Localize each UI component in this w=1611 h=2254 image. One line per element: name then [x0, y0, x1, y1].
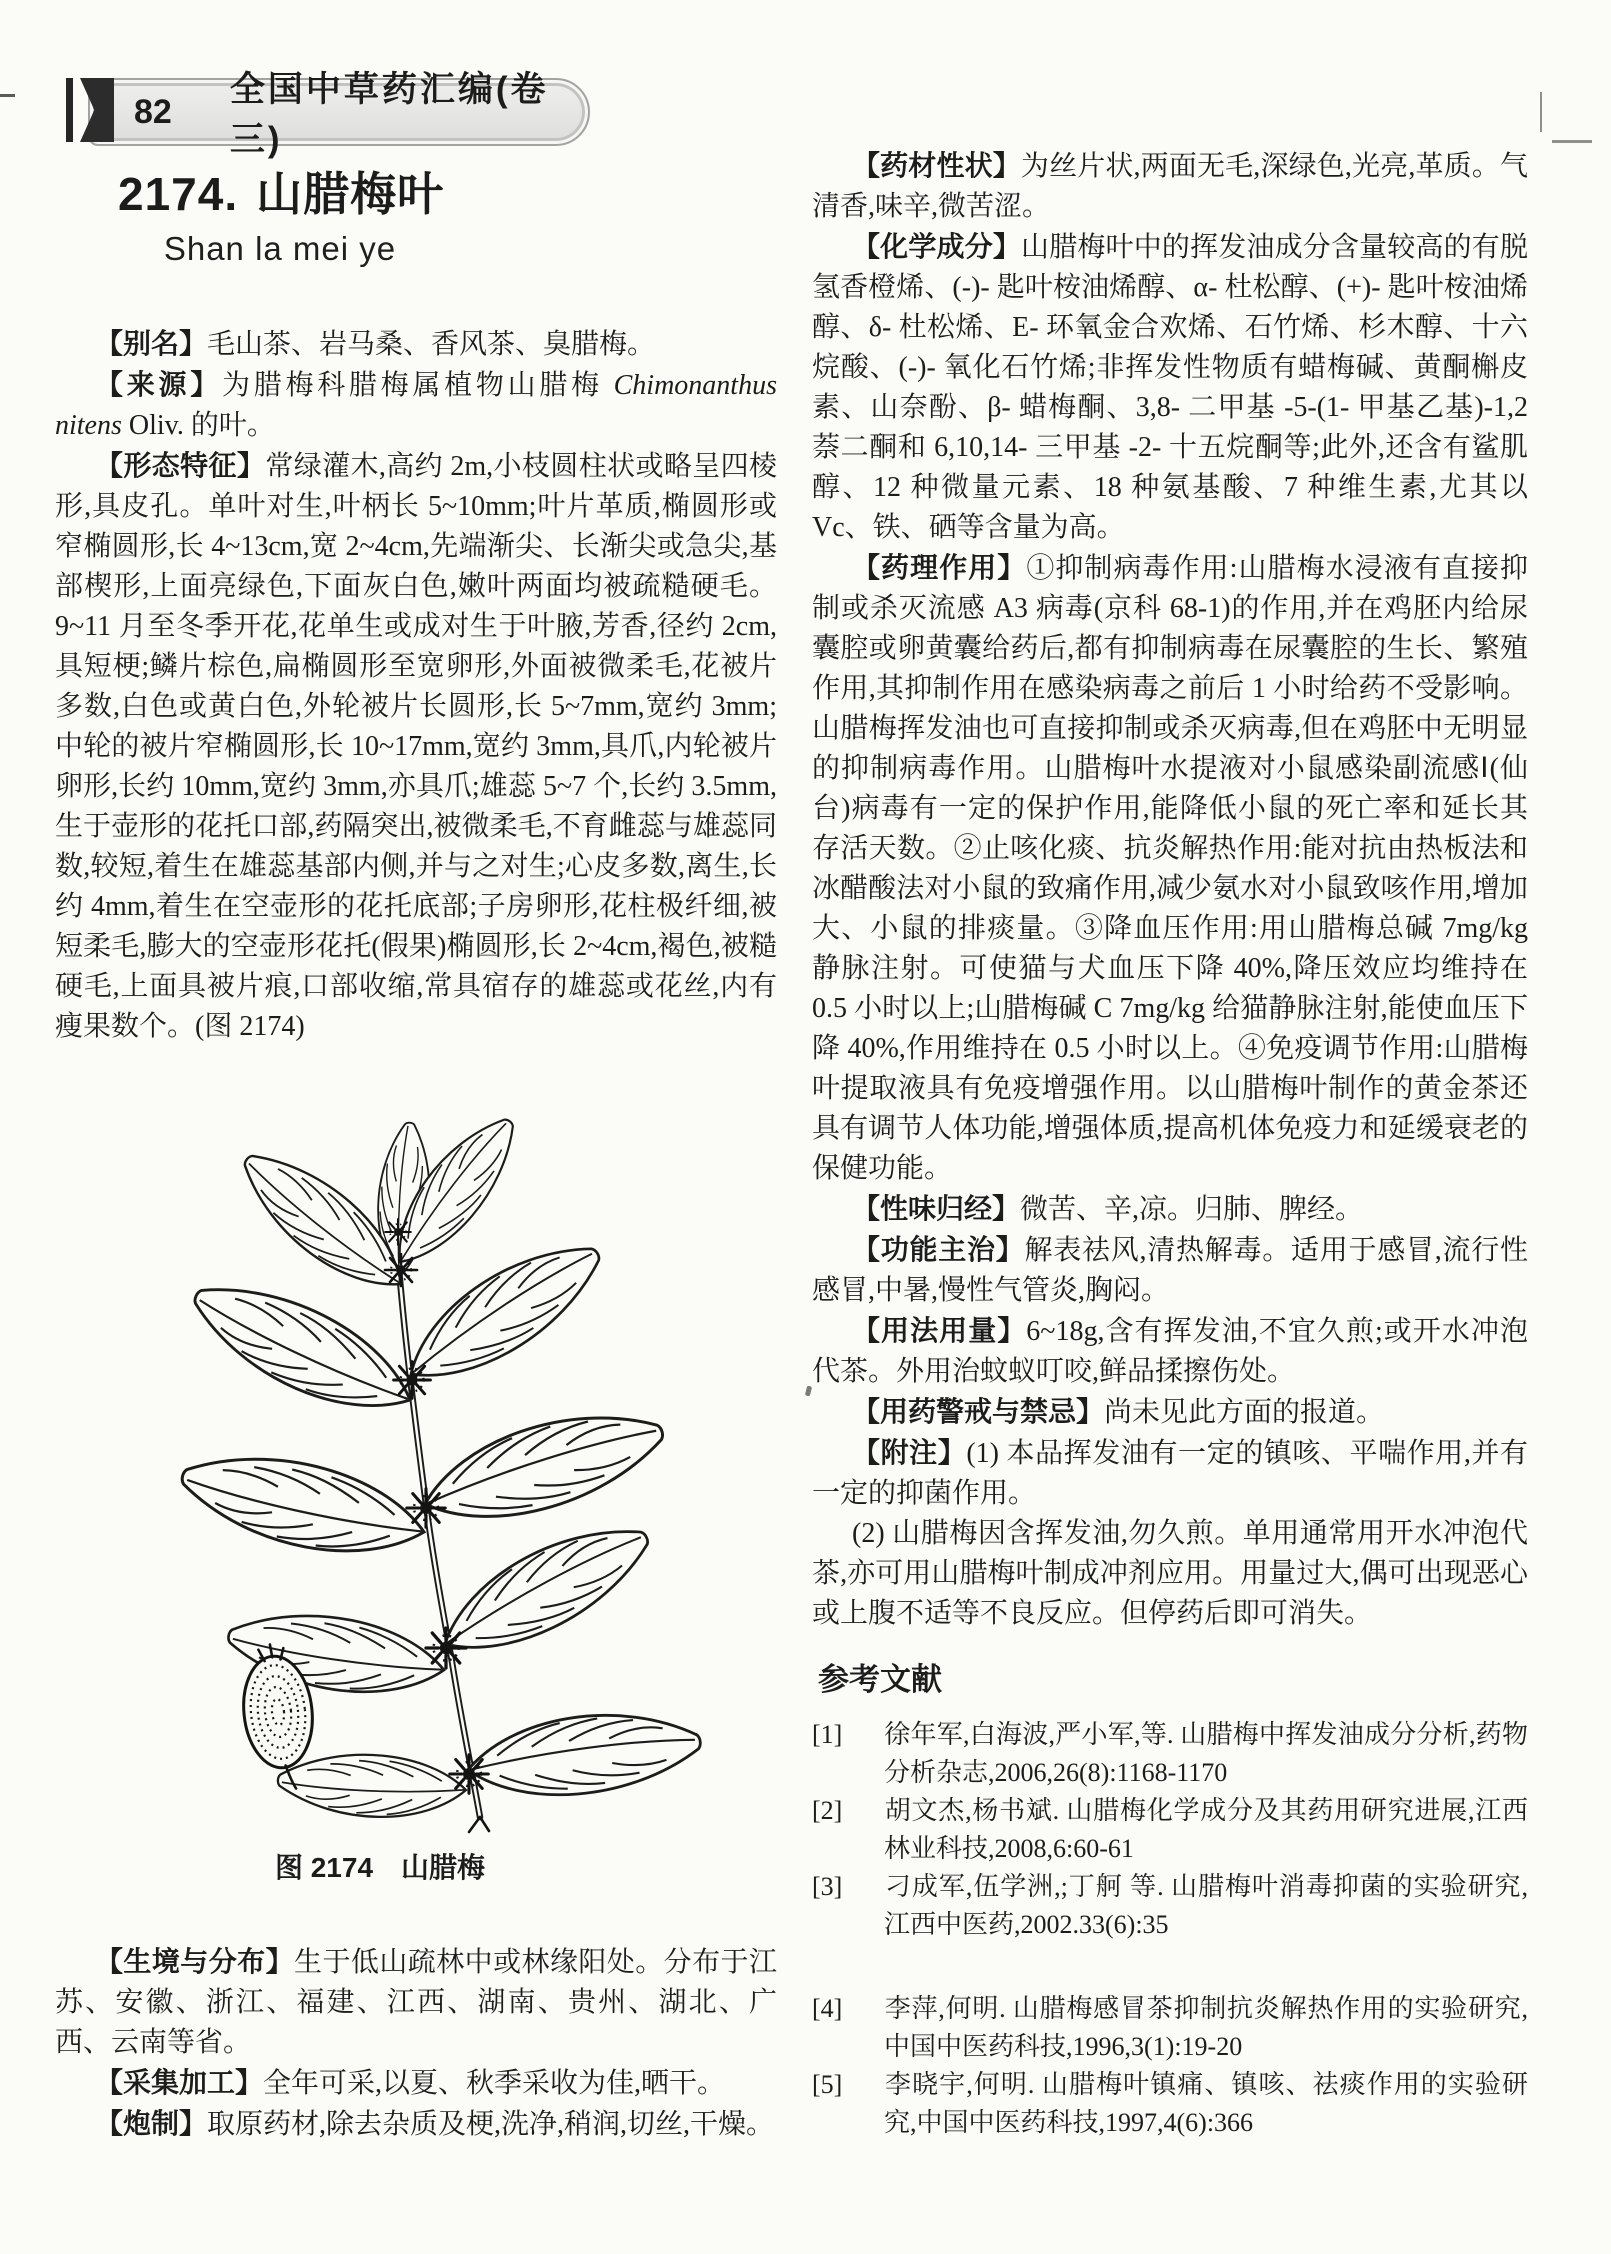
reference-number: [5]: [812, 2070, 843, 2099]
section-text: 尚未见此方面的报道。: [1104, 1397, 1385, 1428]
section-source: [55, 365, 777, 446]
reference-number: [4]: [812, 1994, 843, 2023]
figure-caption: 图 2174 山腊梅: [274, 1852, 486, 1883]
botanical-illustration: [128, 1112, 728, 1834]
section-label: 【形态特征】: [95, 450, 266, 481]
references: [812, 1660, 1528, 2142]
reference-number: [1]: [812, 1720, 843, 1749]
section-label: 【性味归经】: [852, 1193, 1021, 1224]
entry-title: [118, 158, 444, 224]
references-heading: 参考文献: [818, 1662, 942, 1697]
book-title: 全国中草药汇编(卷三): [229, 70, 549, 159]
section-habitat: [55, 1942, 777, 2063]
reference-text: 胡文杰,杨书斌. 山腊梅化学成分及其药用研究进展,江西林业科技,2008,6:60-61: [884, 1796, 1528, 1863]
section-text: ①抑制病毒作用:山腊梅水浸液有直接抑制或杀灭流感 A3 病毒(京科 68-1)的作用,并在鸡胚内给尿囊腔或卵黄囊给药后,都有抑制病毒在尿囊腔的生长、繁殖作用,其抑制作用在感染病毒之前后 1 小时给药不受影响。山腊梅挥发油也可直接抑制或杀灭病毒,但在鸡胚中无明显的抑制病毒作用。山腊梅叶水提液对小鼠感染副流感Ⅰ(仙台)病毒有一定的保护作用,能降低小鼠的死亡率和延长其存活天数。②止咳化痰、抗炎解热作用:能对抗由热板法和冰醋酸法对小鼠的致痛作用,减少氨水对小鼠致咳作用,增加大、小鼠的排痰量。③降血压作用:用山腊梅总碱 7mg/kg 静脉注射。可使猫与犬血压下降 40%,降压效应均维持在 0.5 小时以上;山腊梅碱 C 7mg/kg 给猫静脉注射,能使血压下降 40%,作用维持在 0.5 小时以上。④免疫调节作用:山腊梅叶提取液具有免疫增强作用。以山腊梅叶制作的黄金茶还具有调节人体功能,增强体质,提高机体免疫力和延缓衰老的保健功能。: [812, 553, 1528, 1184]
section-label: 【附注】: [852, 1437, 967, 1468]
reference-text: 李晓宇,何明. 山腊梅叶镇痛、镇咳、祛痰作用的实验研究,中国中医药科技,1997,4(6):366: [884, 2070, 1528, 2137]
section-text: 为腊梅科腊梅属植物山腊梅: [221, 370, 614, 401]
page-number: 82: [134, 92, 172, 131]
section-dosage: [812, 1311, 1528, 1392]
section-text: 全年可采,以夏、秋季采收为佳,晒干。: [263, 2068, 726, 2099]
section-notes-continued: [812, 1514, 1528, 1634]
section-warning: [812, 1392, 1528, 1433]
section-taste: [812, 1189, 1528, 1230]
section-notes: [812, 1433, 1528, 1514]
section-text: 取原药材,除去杂质及梗,洗净,稍润,切丝,干燥。: [207, 2109, 775, 2140]
section-label: 【用药警戒与禁忌】: [852, 1396, 1105, 1427]
plant-drawing-svg: [128, 1112, 728, 1834]
reference-item: [812, 1990, 1528, 2066]
section-morphology: [55, 446, 777, 1047]
section-label: 【药理作用】: [852, 552, 1027, 583]
reference-number: [3]: [812, 1872, 843, 1901]
header-banner: [88, 70, 590, 159]
reference-text: 徐年军,白海波,严小军,等. 山腊梅中挥发油成分分析,药物分析杂志,2006,26(8):1168-1170: [884, 1720, 1528, 1787]
section-label: 【来源】: [95, 369, 222, 400]
section-label: 【别名】: [95, 328, 208, 359]
section-pharmacology: [812, 548, 1528, 1189]
section-text: (1) 本品挥发油有一定的镇咳、平喘作用,并有一定的抑菌作用。: [812, 1438, 1528, 1509]
section-chemistry: [812, 227, 1528, 548]
section-text: (2) 山腊梅因含挥发油,勿久煎。单用通常用开水冲泡代茶,亦可用山腊梅叶制成冲剂应用。用量过大,偶可出现恶心或上腹不适等不良反应。但停药后即可消失。: [812, 1518, 1528, 1629]
section-alias: [55, 324, 777, 365]
scan-artifact-vertical-line: [1540, 92, 1542, 132]
section-label: 【药材性状】: [852, 150, 1021, 181]
reference-number: [2]: [812, 1796, 843, 1825]
reference-item: [812, 2066, 1528, 2142]
section-text: 微苦、辛,凉。归肺、脾经。: [1020, 1194, 1364, 1225]
left-column-top: [55, 324, 777, 1047]
reference-text: 李萍,何明. 山腊梅感冒茶抑制抗炎解热作用的实验研究,中国中医药科技,1996,3(1):19-20: [884, 1994, 1528, 2061]
left-column-bottom: [55, 1942, 777, 2145]
section-text: 常绿灌木,高约 2m,小枝圆柱状或略呈四棱形,具皮孔。单叶对生,叶柄长 5~10mm;叶片革质,椭圆形或窄椭圆形,长 4~13cm,宽 2~4cm,先端渐尖、长渐尖或急尖,基部楔形,上面亮绿色,下面灰白色,嫩叶两面均被疏糙硬毛。9~11 月至冬季开花,花单生或成对生于叶腋,芳香,径约 2cm,具短梗;鳞片棕色,扁椭圆形至宽卵形,外面被微柔毛,花被片多数,白色或黄白色,外轮被片长圆形,长 5~7mm,宽约 3mm;中轮的被片窄椭圆形,长 10~17mm,宽约 3mm,具爪,内轮被片卵形,长约 10mm,宽约 3mm,亦具爪;雄蕊 5~7 个,长约 3.5mm,生于壶形的花托口部,药隔突出,被微柔毛,不育雌蕊与雄蕊同数,较短,着生在雄蕊基部内侧,并与之对生;心皮多数,离生,长约 4mm,着生在空壶形的花托底部;子房卵形,花柱极纤细,被短柔毛,膨大的空壶形花托(假果)椭圆形,长 2~4cm,褐色,被糙硬毛,上面具被片痕,口部收缩,常具宿存的雄蕊或花丝,内有瘦果数个。(图 2174): [55, 451, 777, 1042]
section-text: 为丝片状,两面无毛,深绿色,光亮,革质。气清香,味辛,微苦涩。: [812, 151, 1528, 222]
section-label: 【采集加工】: [95, 2067, 264, 2098]
reference-text: 刁成军,伍学洲,;丁舸 等. 山腊梅叶消毒抑菌的实验研究,江西中医药,2002.33(6):35: [884, 1872, 1528, 1939]
section-label: 【用法用量】: [852, 1315, 1027, 1346]
entry-pinyin: Shan la mei ye: [163, 230, 397, 267]
section-text: 6~18g,含有挥发油,不宜久煎;或开水冲泡代茶。外用治蚊蚁叮咬,鲜品揉擦伤处。: [812, 1316, 1528, 1387]
scan-artifact-horizontal-line: [1552, 140, 1592, 143]
section-text: Oliv. 的叶。: [121, 410, 275, 441]
section-label: 【化学成分】: [852, 231, 1022, 262]
section-functions: [812, 1230, 1528, 1311]
right-column: [812, 146, 1528, 2142]
entry-number: 2174.: [118, 168, 239, 220]
latin-binomial: Chimonanthus nitens: [55, 370, 777, 441]
section-text: 生于低山疏林中或林缘阳处。分布于江苏、安徽、浙江、福建、江西、湖南、贵州、湖北、广西、云南等省。: [55, 1947, 777, 2058]
section-collection: [55, 2063, 777, 2104]
section-label: 【功能主治】: [852, 1234, 1025, 1265]
section-text: 解表祛风,清热解毒。适用于感冒,流行性感冒,中暑,慢性气管炎,胸闷。: [812, 1235, 1528, 1306]
entry-name: 山腊梅叶: [256, 168, 445, 220]
scan-artifact-left-dash: [0, 94, 15, 97]
section-text: 山腊梅叶中的挥发油成分含量较高的有脱氢香橙烯、(-)- 匙叶桉油烯醇、α- 杜松醇、(+)- 匙叶桉油烯醇、δ- 杜松烯、E- 环氧金合欢烯、石竹烯、杉木醇、十六烷酸、(-)- 氧化石竹烯;非挥发性物质有蜡梅碱、黄酮槲皮素、山奈酚、β- 蜡梅酮、3,8- 二甲基 -5-(1- 甲基乙基)-1,2 萘二酮和 6,10,14- 三甲基 -2- 十五烷酮等;此外,还含有鲨肌醇、12 种微量元素、18 种氨基酸、7 种维生素,尤其以 Vc、铁、硒等含量为高。: [812, 232, 1528, 543]
header-rule-mark: [66, 78, 73, 142]
reference-item: [812, 1868, 1528, 1944]
section-processing: [55, 2104, 777, 2145]
header-chevron-icon: [80, 78, 114, 142]
reference-item: [812, 1792, 1528, 1868]
reference-item: [812, 1716, 1528, 1792]
section-label: 【生境与分布】: [95, 1946, 295, 1977]
section-text: 毛山茶、岩马桑、香风茶、臭腊梅。: [207, 329, 656, 360]
section-properties: [812, 146, 1528, 227]
section-label: 【炮制】: [95, 2108, 208, 2139]
